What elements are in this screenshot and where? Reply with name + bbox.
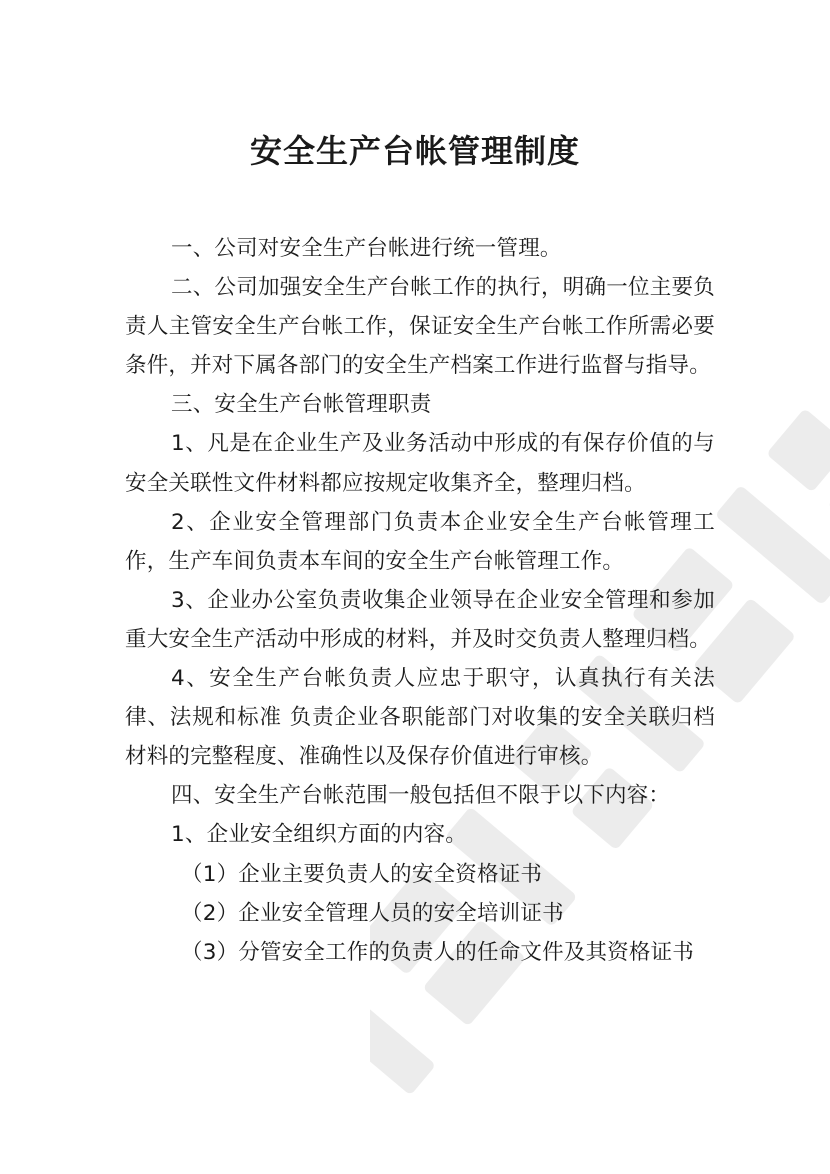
list-item-2: （2）企业安全管理人员的安全培训证书 (181, 900, 564, 926)
document-body (125, 229, 715, 972)
paragraph-1: 一、公司对安全生产台帐进行统一管理。 (171, 236, 562, 261)
paragraph-4-1: 1、企业安全组织方面的内容。 (171, 822, 467, 848)
document-title: 安全生产台帐管理制度 (249, 132, 580, 170)
list-item-1: （1）企业主要负责人的安全资格证书 (181, 861, 543, 887)
paragraph-3-4: 4、安全生产台帐负责人应忠于职守，认真执行有关法律、法规和标准 负责企业各职能部门对收集的安全关联归档材料的完整程度、准确性以及保存价值进行审核。 (125, 666, 715, 770)
paragraph-3-2: 2、企业安全管理部门负责本企业安全生产台帐管理工作，生产车间负责本车间的安全生产台帐管理工作。 (125, 509, 715, 574)
paragraph-3-1: 1、凡是在企业生产及业务活动中形成的有保存价值的与安全关联性文件材料都应按规定收集齐全，整理归档。 (125, 431, 715, 496)
list-item-3: （3）分管安全工作的负责人的任命文件及其资格证书 (181, 939, 694, 965)
section-heading-4: 四、安全生产台帐范围一般包括但不限于以下内容： (171, 783, 671, 809)
section-heading-3: 三、安全生产台帐管理职责 (171, 392, 432, 418)
paragraph-3-3: 3、企业办公室负责收集企业领导在企业安全管理和参加重大安全生产活动中形成的材料，并及时交负责人整理归档。 (125, 587, 715, 652)
paragraph-2: 二、公司加强安全生产台帐工作的执行，明确一位主要负责人主管安全生产台帐工作，保证安全生产台帐工作所需必要条件，并对下属各部门的安全生产档案工作进行监督与指导。 (125, 275, 715, 379)
